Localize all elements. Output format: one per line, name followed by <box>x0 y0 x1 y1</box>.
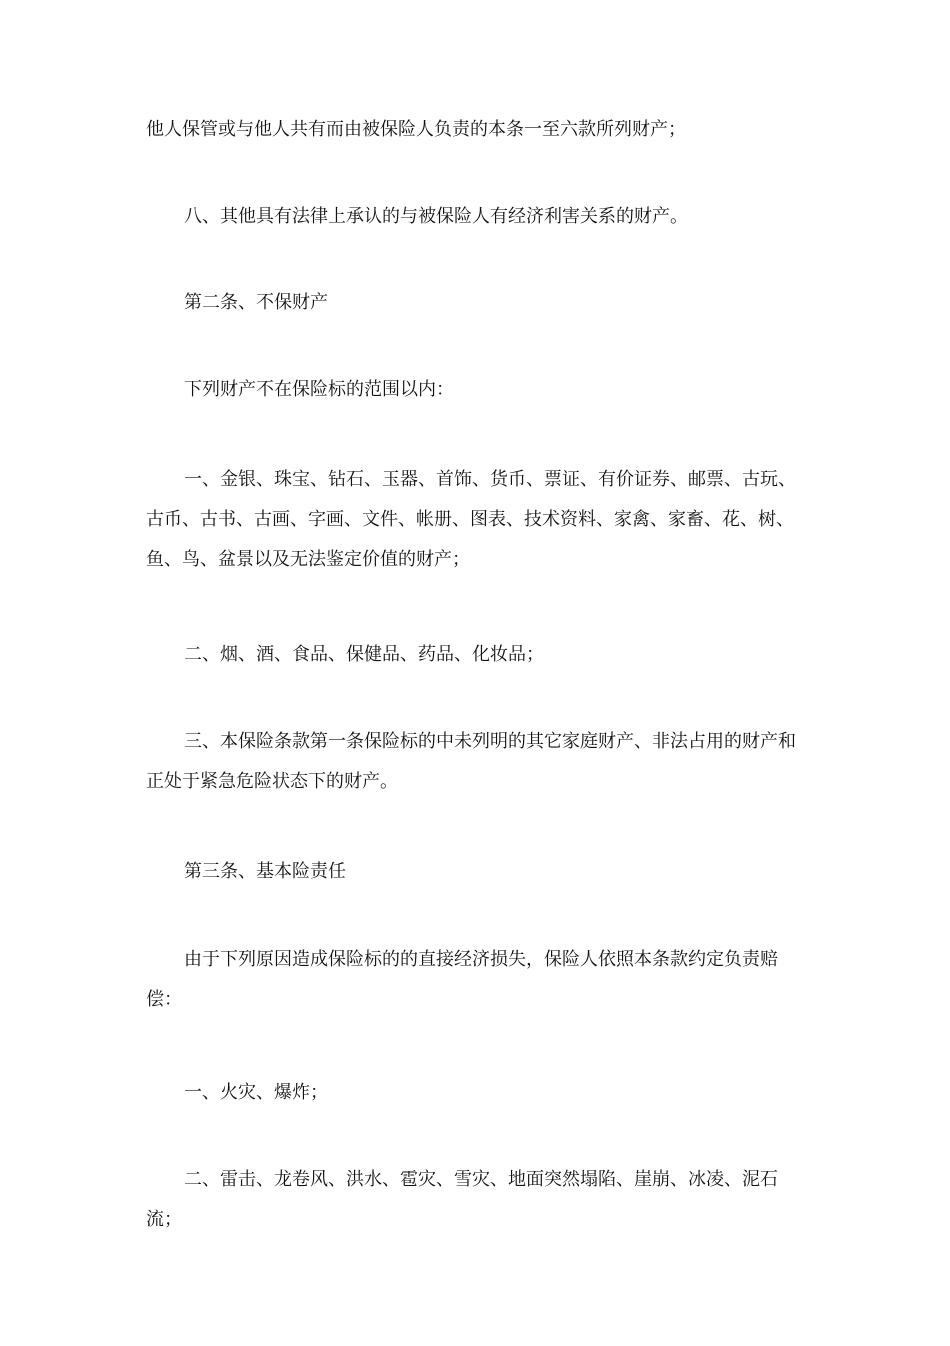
paragraph-continuation: 他人保管或与他人共有而由被保险人负责的本条一至六款所列财产； <box>146 119 686 140</box>
paragraph-exclusion-1: 一、金银、珠宝、钻石、玉器、首饰、货币、票证、有价证券、邮票、古玩、古币、古书、古画、字画、文件、帐册、图表、技术资料、家禽、家畜、花、树、鱼、鸟、盆景以及无法鉴定价值的财产； <box>146 469 796 570</box>
paragraph-liability-intro: 由于下列原因造成保险标的的直接经济损失，保险人依照本条款约定负责赔偿： <box>146 949 778 1010</box>
paragraph-liability-1: 一、火灾、爆炸； <box>184 1082 328 1103</box>
paragraph-item-8: 八、其他具有法律上承认的与被保险人有经济利害关系的财产。 <box>184 206 688 227</box>
article-2-heading: 第二条、不保财产 <box>184 292 328 313</box>
paragraph-liability-2: 二、雷击、龙卷风、洪水、雹灾、雪灾、地面突然塌陷、崖崩、冰凌、泥石流； <box>146 1169 778 1230</box>
paragraph-exclusion-3: 三、本保险条款第一条保险标的中未列明的其它家庭财产、非法占用的财产和正处于紧急危险状态下的财产。 <box>146 731 796 792</box>
paragraph-exclusion-intro: 下列财产不在保险标的范围以内： <box>184 379 454 400</box>
article-3-heading: 第三条、基本险责任 <box>184 861 346 882</box>
paragraph-exclusion-2: 二、烟、酒、食品、保健品、药品、化妆品； <box>184 644 544 665</box>
